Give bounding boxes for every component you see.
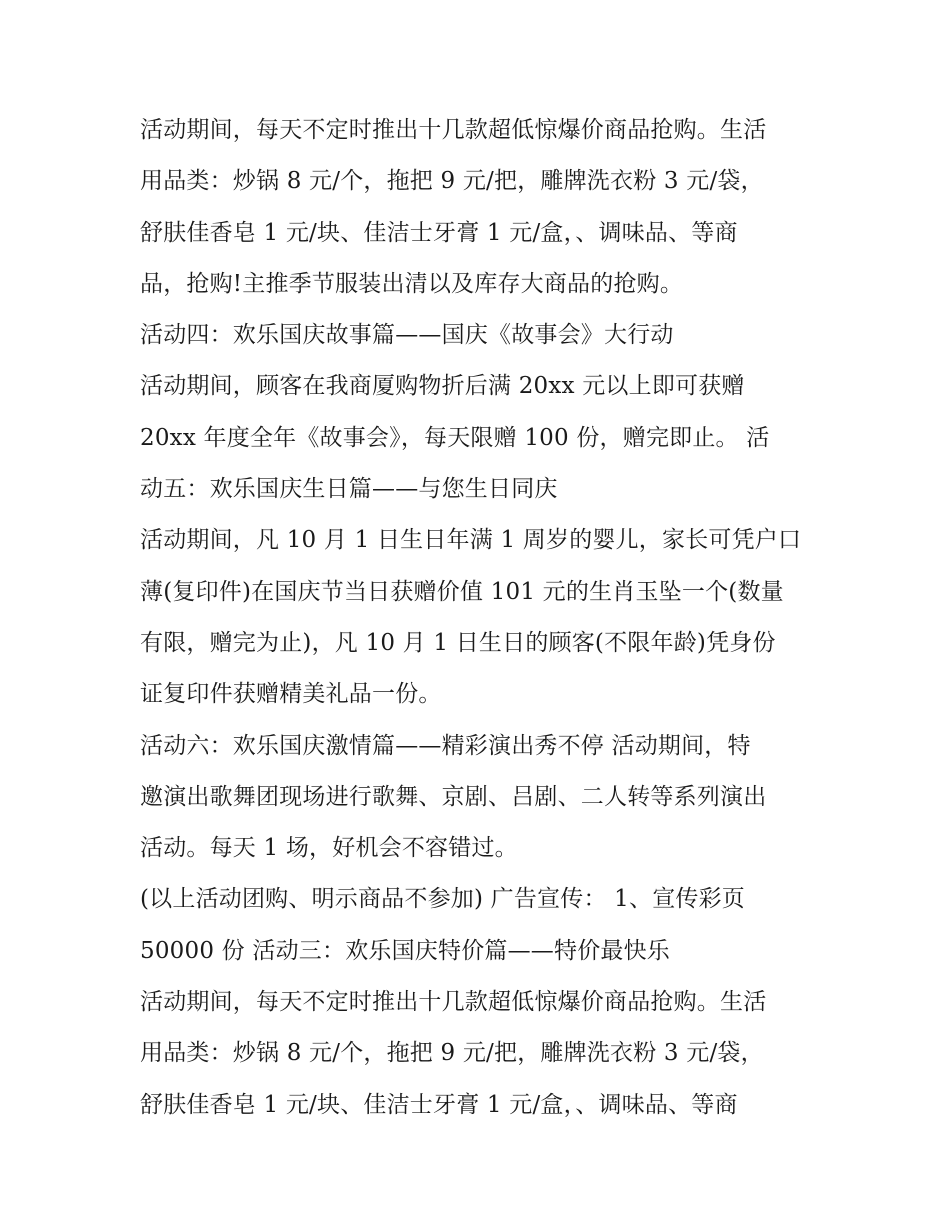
section-heading-activity-four: 活动四：欢乐国庆故事篇——国庆《故事会》大行动 (140, 322, 674, 349)
section-heading-activity-six: 活动六：欢乐国庆激情篇——精彩演出秀不停 活动期间，特 (140, 732, 751, 759)
text-line: 活动期间，顾客在我商厦购物折后满 20xx 元以上即可获赠 (140, 373, 745, 400)
text-line: 用品类：炒锅 8 元/个，拖把 9 元/把，雕牌洗衣粉 3 元/袋， (140, 1040, 764, 1067)
text-line: 薄(复印件)在国庆节当日获赠价值 101 元的生肖玉坠一个(数量 (140, 578, 784, 605)
text-line: 活动。每天 1 场，好机会不容错过。 (140, 835, 518, 862)
text-line: 有限，赠完为止)，凡 10 月 1 日生日的顾客(不限年龄)凭身份 (140, 629, 776, 656)
section-heading-activity-five: 动五：欢乐国庆生日篇——与您生日同庆 (140, 476, 558, 503)
text-line: 舒肤佳香皂 1 元/块、佳洁士牙膏 1 元/盒，、调味品、等商 (140, 219, 738, 246)
text-line: 邀演出歌舞团现场进行歌舞、京剧、吕剧、二人转等系列演出 (140, 783, 767, 810)
text-line: 品，抢购!主推季节服装出清以及库存大商品的抢购。 (140, 270, 684, 297)
text-line: 活动期间，凡 10 月 1 日生日年满 1 周岁的婴儿，家长可凭户口 (140, 527, 802, 554)
document-body (140, 105, 830, 1131)
section-heading-activity-three: 50000 份 活动三：欢乐国庆特价篇——特价最快乐 (140, 937, 670, 964)
text-line: 证复印件获赠精美礼品一份。 (140, 681, 442, 708)
text-line: 20xx 年度全年《故事会》，每天限赠 100 份，赠完即止。 活 (140, 424, 770, 451)
text-line: 活动期间，每天不定时推出十几款超低惊爆价商品抢购。生活 (140, 989, 767, 1016)
text-line: 用品类：炒锅 8 元/个，拖把 9 元/把，雕牌洗衣粉 3 元/袋， (140, 168, 764, 195)
text-line: 舒肤佳香皂 1 元/块、佳洁士牙膏 1 元/盒，、调味品、等商 (140, 1091, 738, 1118)
text-line: (以上活动团购、明示商品不参加) 广告宣传： 1、宣传彩页 (140, 886, 746, 913)
text-line: 活动期间，每天不定时推出十几款超低惊爆价商品抢购。生活 (140, 117, 767, 143)
